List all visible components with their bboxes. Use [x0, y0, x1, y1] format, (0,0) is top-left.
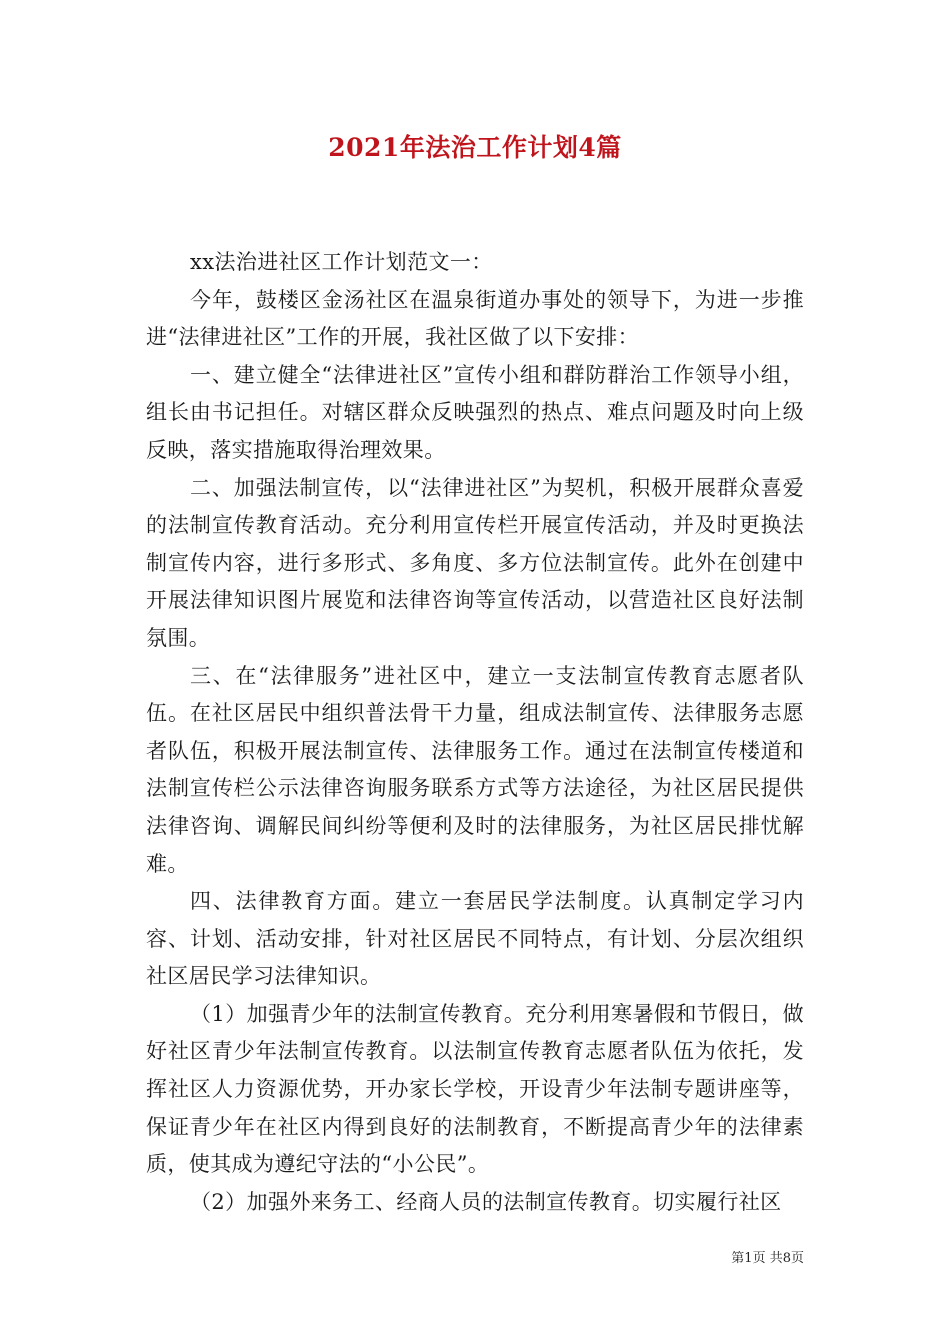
page-title: 2021年法治工作计划4篇 — [328, 133, 622, 162]
paragraph: 四、法律教育方面。建立一套居民学法制度。认真制定学习内容、计划、活动安排，针对社区居民不同特点，有计划、分层次组织社区居民学习法律知识。 — [146, 889, 804, 989]
document-body — [146, 244, 804, 1221]
paragraph-heading: xx法治进社区工作计划范文一： — [190, 250, 493, 274]
paragraph: （1）加强青少年的法制宣传教育。充分利用寒暑假和节假日，做好社区青少年法制宣传教育。以法制宣传教育志愿者队伍为依托，发挥社区人力资源优势，开办家长学校，开设青少年法制专题讲座等，保证青少年在社区内得到良好的法制教育，不断提高青少年的法律素质，使其成为遵纪守法的“小公民”。 — [146, 1001, 804, 1177]
footer-prefix: 第 — [731, 1251, 745, 1266]
paragraph: 今年，鼓楼区金汤社区在温泉街道办事处的领导下，为进一步推进“法律进社区”工作的开展，我社区做了以下安排： — [146, 287, 804, 350]
paragraph: （2）加强外来务工、经商人员的法制宣传教育。切实履行社区 — [190, 1189, 782, 1214]
paragraph: 二、加强法制宣传，以“法律进社区”为契机，积极开展群众喜爱的法制宣传教育活动。充分利用宣传栏开展宣传活动，并及时更换法制宣传内容，进行多形式、多角度、多方位法制宣传。此外在创建中开展法律知识图片展览和法律咨询等宣传活动，以营造社区良好法制氛围。 — [146, 475, 804, 650]
footer-current-page: 1 — [744, 1251, 753, 1266]
footer-total-pages: 8 — [782, 1251, 791, 1266]
footer-middle: 页 共 — [752, 1251, 783, 1266]
page-number-footer — [731, 1250, 804, 1268]
footer-suffix: 页 — [790, 1251, 804, 1266]
paragraph: 一、建立健全“法律进社区”宣传小组和群防群治工作领导小组，组长由书记担任。对辖区群众反映强烈的热点、难点问题及时向上级反映，落实措施取得治理效果。 — [146, 362, 804, 462]
paragraph: 三、在“法律服务”进社区中，建立一支法制宣传教育志愿者队伍。在社区居民中组织普法骨干力量，组成法制宣传、法律服务志愿者队伍，积极开展法制宣传、法律服务工作。通过在法制宣传楼道和法制宣传栏公示法律咨询服务联系方式等方法途径，为社区居民提供法律咨询、调解民间纠纷等便利及时的法律服务，为社区居民排忧解难。 — [146, 663, 804, 876]
